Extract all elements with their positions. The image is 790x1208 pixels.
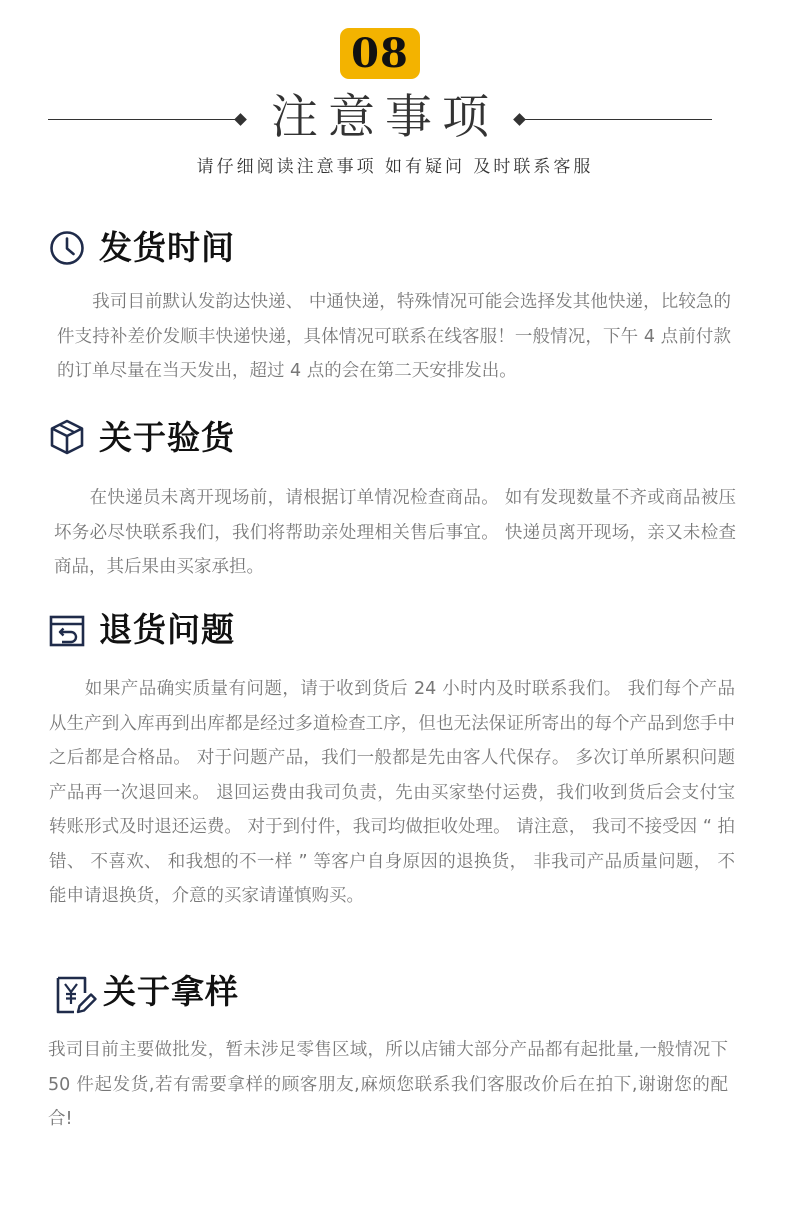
return-box-icon [48, 612, 86, 650]
title-divider-right [522, 119, 712, 120]
section-number-badge: 08 [340, 28, 420, 79]
section-title-inspection: 关于验货 [99, 418, 235, 457]
page-title: 注意事项 [271, 90, 499, 145]
page-subtitle: 请仔细阅读注意事项 如有疑问 及时联系客服 [196, 157, 594, 177]
section-body-inspection: 在快递员未离开现场前，请根据订单情况检查商品。 如有发现数量不齐或商品被压坏务必尽快联系我们，我们将帮助亲处理相关售后事宜。 快递员离开现场，亲又未检查商品，其后果由买家承担。 [54, 488, 736, 577]
package-box-icon [48, 418, 86, 456]
section-title-returns: 退货问题 [99, 610, 235, 649]
yuan-document-pen-icon [54, 975, 98, 1017]
section-title-shipping: 发货时间 [99, 228, 235, 267]
clock-icon [48, 229, 86, 267]
section-title-samples: 关于拿样 [103, 972, 239, 1011]
section-body-shipping: 我司目前默认发韵达快递、 中通快递，特殊情况可能会选择发其他快递，比较急的件支持补差价发顺丰快递快递，具体情况可联系在线客服！一般情况，下午 4 点前付款的订单尽量在当天发出，超过 4 点的会在第二天安排发出。 [57, 292, 731, 381]
divider-diamond-left [234, 113, 247, 126]
section-body-returns: 如果产品确实质量有问题，请于收到货后 24 小时内及时联系我们。 我们每个产品从生产到入库再到出库都是经过多道检查工序，但也无法保证所寄出的每个产品到您手中之后都是合格品。 对于问题产品，我们一般都是先由客人代保存。 多次订单所累积问题产品再一次退回来。 退回运费由我司负责，先由买家垫付运费，我们收到货后会支付宝转账形式及时退还运费。 对于到付件，我司均做拒收处理。 请注意， 我司不接受因 “ 拍错、 不喜欢、 和我想的不一样 ” 等客户自身原因的退换货， 非我司产品质量问题， 不能申请退换货，介意的买家请谨慎购买。 [49, 679, 735, 906]
section-body-samples: 我司目前主要做批发，暂未涉足零售区域，所以店铺大部分产品都有起批量,一般情况下 50 件起发货,若有需要拿样的顾客朋友,麻烦您联系我们客服改价后在拍下,谢谢您的配合! [48, 1040, 728, 1129]
title-divider-left [48, 119, 240, 120]
